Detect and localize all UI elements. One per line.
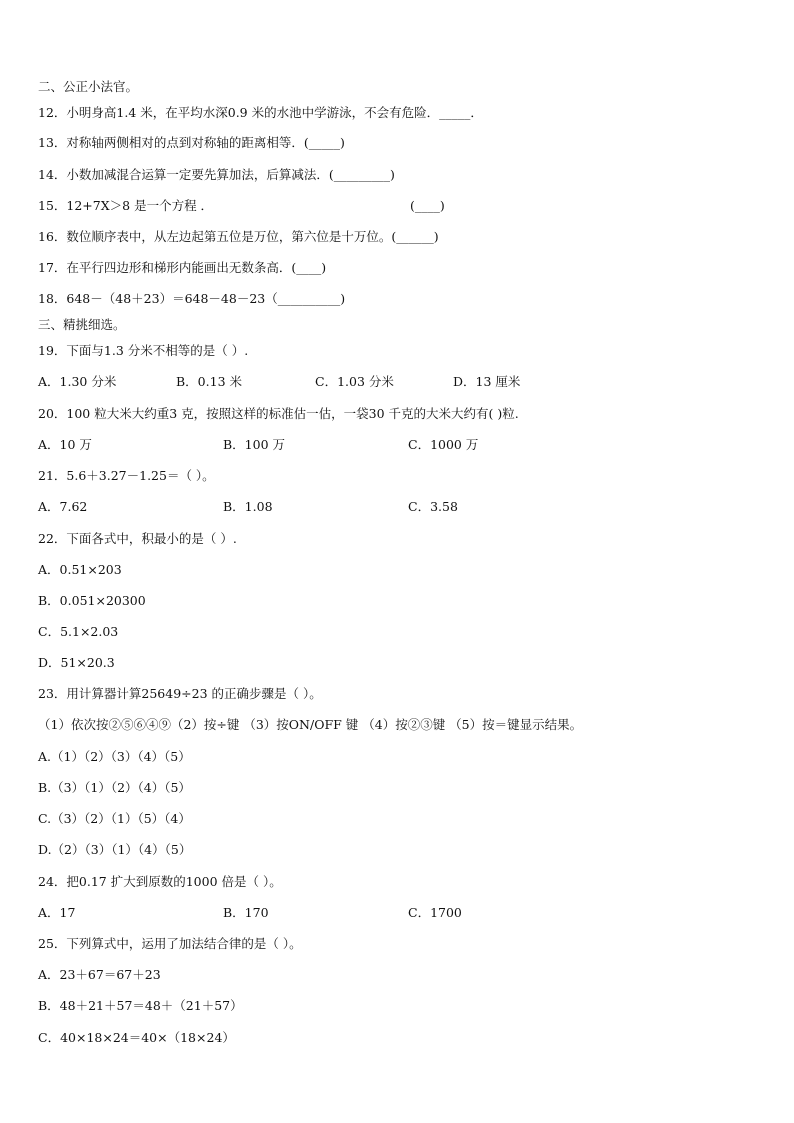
question-22-option-a: A．0.51×203 <box>38 562 122 577</box>
question-25-stem: 25．下列算式中，运用了加法结合律的是（ ）。 <box>38 936 302 951</box>
option-d: D．13 厘米 <box>453 374 521 389</box>
question-20-stem: 20．100 粒大米大约重3 克，按照这样的标准估一估，一袋30 千克的大米大约有( )粒. <box>38 406 519 421</box>
option-b: B．1.08 <box>223 499 273 514</box>
question-18: 18．648－（48＋23）＝648－48－23（__________) <box>38 291 346 306</box>
question-19-stem: 19．下面与1.3 分米不相等的是（ ）. <box>38 343 249 358</box>
question-14: 14．小数加减混合运算一定要先算加法，后算减法．(_________) <box>38 167 395 182</box>
question-15-text: 15．12+7X＞8 是一个方程 ． <box>38 198 214 213</box>
question-23-stem: 23．用计算器计算25649÷23 的正确步骤是（ ）。 <box>38 686 322 701</box>
question-13: 13．对称轴两侧相对的点到对称轴的距离相等．(_____) <box>38 135 345 150</box>
option-a: A．10 万 <box>38 437 92 452</box>
question-23-option-b: B.（3）（1）（2）（4）（5） <box>38 780 191 795</box>
question-23-option-c: C.（3）（2）（1）（5）（4） <box>38 811 191 826</box>
option-b: B．100 万 <box>223 437 286 452</box>
question-25-option-b: B．48＋21＋57＝48＋（21＋57） <box>38 998 243 1013</box>
question-22-stem: 22．下面各式中，积最小的是（ ）. <box>38 531 237 546</box>
question-25-option-a: A．23＋67＝67＋23 <box>38 967 161 982</box>
question-12: 12．小明身高1.4 米，在平均水深0.9 米的水池中学游泳，不会有危险．_____． <box>38 105 483 120</box>
question-16: 16．数位顺序表中，从左边起第五位是万位，第六位是十万位。(______) <box>38 229 439 244</box>
option-c: C．1.03 分米 <box>315 374 394 389</box>
question-25-option-c: C．40×18×24＝40×（18×24） <box>38 1030 235 1045</box>
option-c: C．3.58 <box>408 499 458 514</box>
question-17: 17．在平行四边形和梯形内能画出无数条高．(____) <box>38 260 327 275</box>
section-3-heading: 三、精挑细选。 <box>38 317 126 332</box>
question-22-option-d: D．51×20.3 <box>38 655 115 670</box>
option-b: B．170 <box>223 905 269 920</box>
option-c: C．1000 万 <box>408 437 479 452</box>
option-a: A．17 <box>38 905 76 920</box>
question-23-steps: （1）依次按②⑤⑥④⑨（2）按÷键 （3）按ON/OFF 键 （4）按②③键 （5）按＝键显示结果。 <box>38 717 583 732</box>
option-a: A．1.30 分米 <box>38 374 117 389</box>
question-15-blank: (____) <box>410 198 445 213</box>
question-24-stem: 24．把0.17 扩大到原数的1000 倍是（ ）。 <box>38 874 282 889</box>
section-2-heading: 二、公正小法官。 <box>38 79 139 94</box>
question-22-option-b: B．0.051×20300 <box>38 593 146 608</box>
option-b: B．0.13 米 <box>176 374 242 389</box>
option-a: A．7.62 <box>38 499 88 514</box>
question-22-option-c: C．5.1×2.03 <box>38 624 119 639</box>
question-23-option-d: D.（2）（3）（1）（4）（5） <box>38 842 192 857</box>
option-c: C．1700 <box>408 905 462 920</box>
question-21-stem: 21．5.6＋3.27－1.25＝（ ）。 <box>38 468 215 483</box>
question-23-option-a: A.（1）（2）（3）（4）（5） <box>38 749 191 764</box>
